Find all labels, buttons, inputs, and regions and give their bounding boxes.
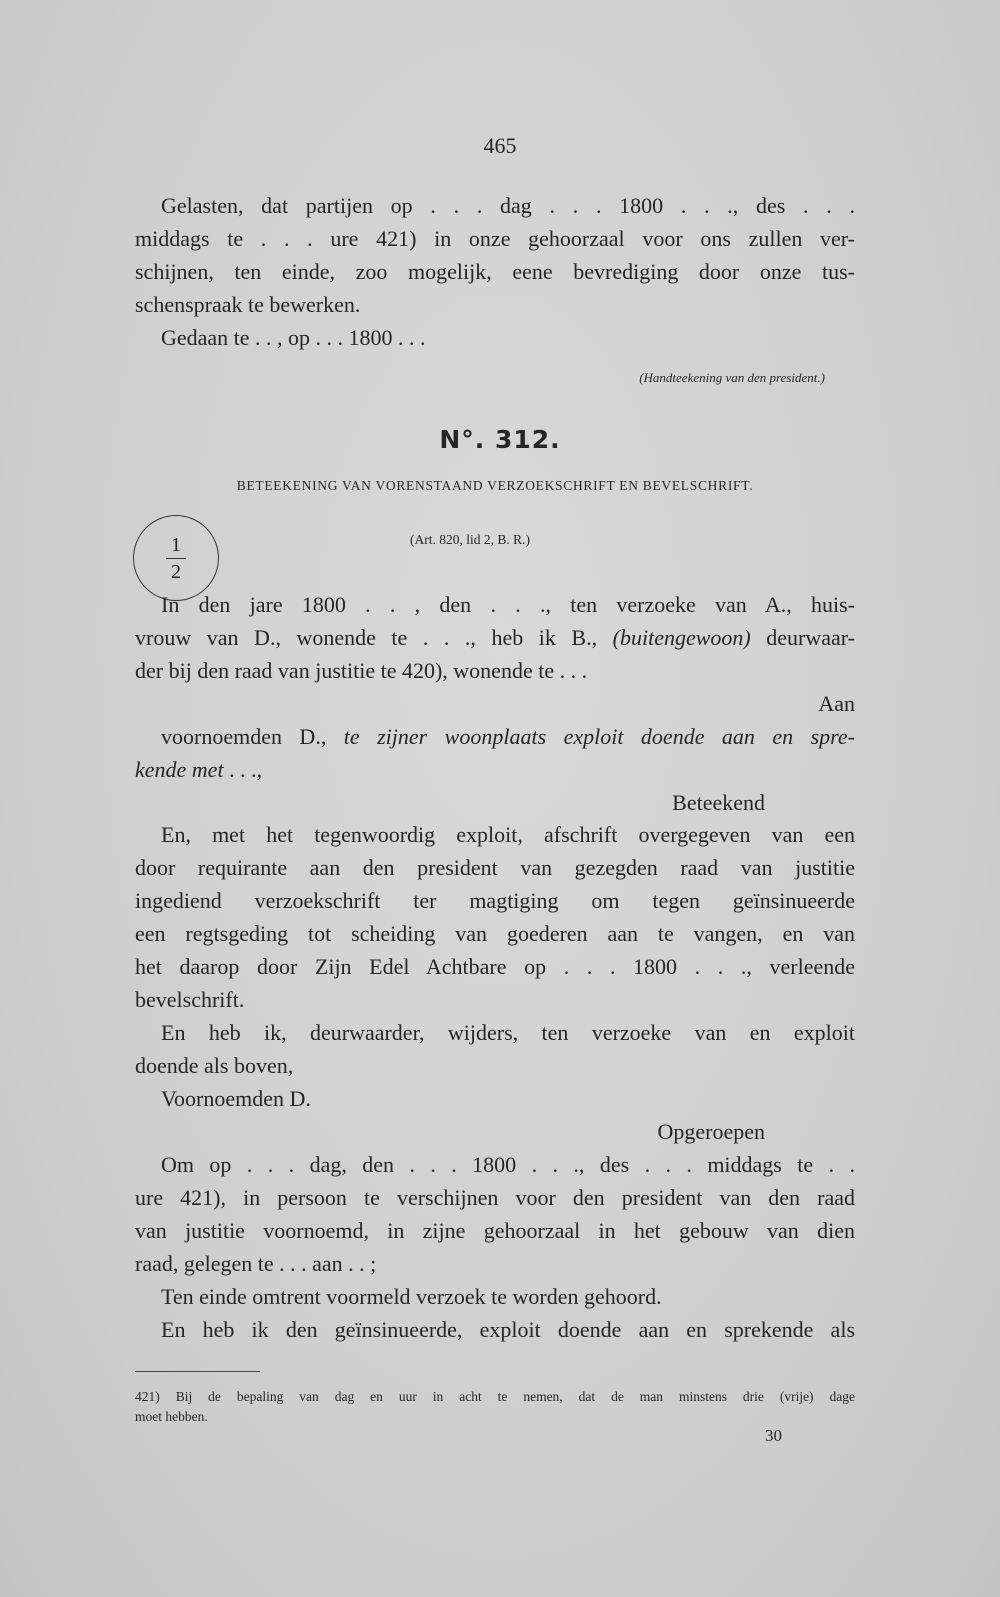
footnote-divider [135, 1371, 260, 1372]
page-number: 465 [483, 133, 517, 158]
section-subheading: BETEEKENING VAN VORENSTAAND VERZOEKSCHRIFT EN BEVELSCHRIFT. [236, 478, 754, 493]
text-line: ingediend verzoekschrift ter magtiging om tegen geïnsinueerde [135, 888, 855, 913]
footnote-line: 421) Bij de bepaling van dag en uur in acht te nemen, dat de man minstens drie (vrije) dage [135, 1389, 855, 1404]
text-line: een regtsgeding tot scheiding van goederen aan te vangen, en van [135, 921, 855, 946]
text-line: Gelasten, dat partijen op . . . dag . . . 1800 . . ., des . . . [161, 193, 855, 218]
signature-note: (Handteekening van den president.) [639, 370, 825, 385]
text-line: der bij den raad van justitie te 420), wonende te . . . [135, 658, 588, 683]
italic-segment: te zijner woonplaats exploit doende aan en spre- [343, 724, 855, 749]
article-reference: (Art. 820, lid 2, B. R.) [410, 532, 530, 547]
footnote-line: moet hebben. [135, 1409, 208, 1424]
fraction-denominator: 2 [171, 560, 181, 583]
paragraph-order [135, 189, 855, 354]
text-line: schijnen, ten einde, zoo mogelijk, eene bevrediging door onze tus- [135, 259, 855, 284]
text-line: En heb ik, deurwaarder, wijders, ten verzoeke van en exploit [161, 1020, 855, 1045]
text-line: het daarop door Zijn Edel Achtbare op . . . 1800 . . ., verleende [135, 954, 855, 979]
text-line: In den jare 1800 . . , den . . ., ten verzoeke van A., huis- [161, 592, 855, 617]
text-segment: . . ., [223, 757, 263, 782]
fraction-numerator: 1 [171, 533, 181, 556]
text-line: raad, gelegen te . . . aan . . ; [135, 1251, 377, 1276]
margin-beteekend: Beteekend [672, 790, 765, 815]
italic-segment: (buitengewoon) [612, 625, 751, 650]
text-line: van justitie voornoemd, in zijne gehoorzaal in het gebouw van dien [135, 1218, 855, 1243]
italic-segment: kende met [135, 757, 224, 782]
text-line: middags te . . . ure 421) in onze gehoorzaal voor ons zullen ver- [135, 226, 855, 251]
text-line: En heb ik den geïnsinueerde, exploit doende aan en sprekende als [161, 1317, 855, 1342]
text-segment: deurwaar- [750, 625, 855, 650]
text-line [135, 720, 855, 753]
text-line [135, 753, 855, 786]
text-line: En, met het tegenwoordig exploit, afschrift overgegeven van een [161, 822, 855, 847]
text-line: Ten einde omtrent voormeld verzoek te worden gehoord. [161, 1284, 662, 1309]
text-line: doende als boven, [135, 1053, 294, 1078]
text-line: ure 421), in persoon te verschijnen voor den president van den raad [135, 1185, 855, 1210]
text-segment: voornoemden D., [161, 724, 344, 749]
text-line: Om op . . . dag, den . . . 1800 . . ., des . . . middags te . . [161, 1152, 855, 1177]
paragraph-intro [135, 588, 855, 819]
text-line: bevelschrift. [135, 987, 245, 1012]
section-heading: N°. 312. [439, 425, 561, 454]
addressee: Voornoemden D. [161, 1086, 311, 1111]
paragraph-served [135, 818, 855, 1346]
sheet-number: 30 [765, 1426, 782, 1445]
margin-opgeroepen: Opgeroepen [657, 1119, 765, 1144]
margin-aan: Aan [818, 691, 855, 716]
text-line: door requirante aan den president van gezegden raad van justitie [135, 855, 855, 880]
text-segment: vrouw van D., wonende te . . ., heb ik B., [135, 625, 613, 650]
text-line: schenspraak te bewerken. [135, 292, 361, 317]
fraction-bar [166, 558, 186, 559]
done-line: Gedaan te . . , op . . . 1800 . . . [161, 325, 426, 350]
text-line [135, 621, 855, 654]
footnote [135, 1387, 855, 1427]
